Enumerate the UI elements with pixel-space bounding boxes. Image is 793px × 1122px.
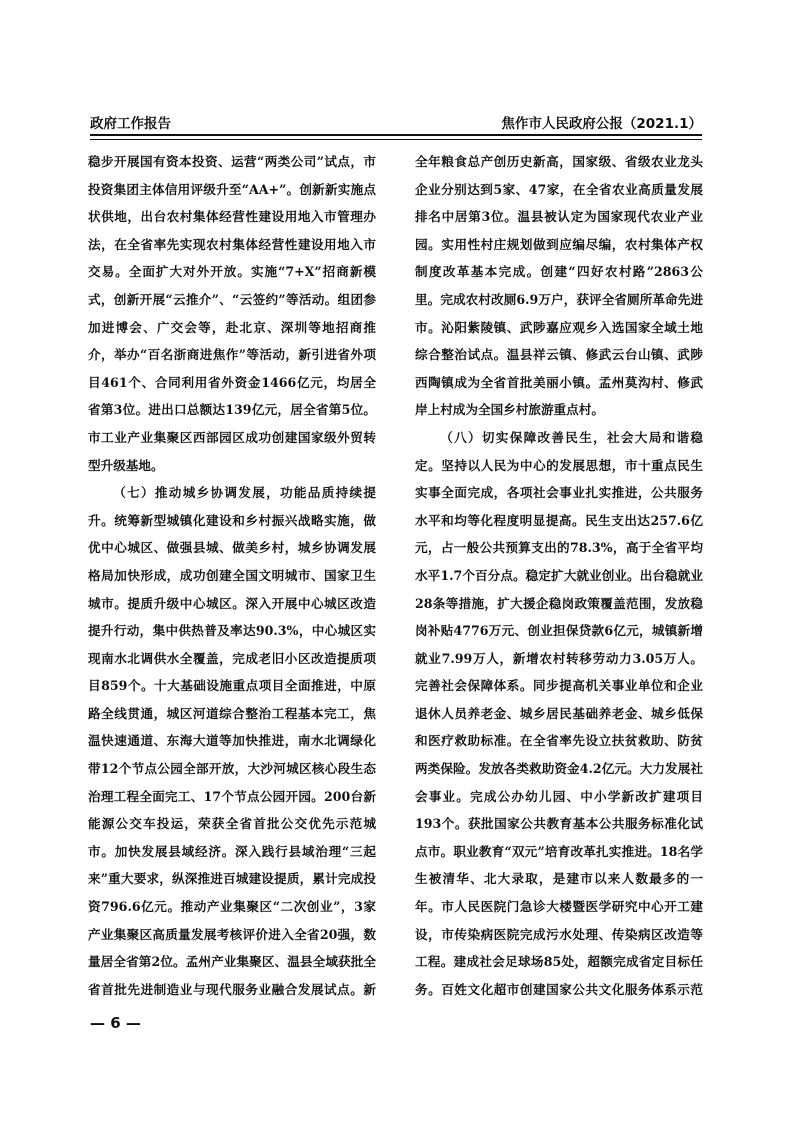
right-column — [415, 148, 703, 1008]
running-header — [90, 112, 702, 134]
right-paragraph-1: 全年粮食总产创历史新高，国家级、省级农业龙头企业分别达到5家、47家，在全省农业高质量发展排名中居第3位。温县被认定为国家现代农业产业园。实用性村庄规划做到应编尽编，农村集体产权制度改革基本完成。创建“四好农村路”2863公里。完成农村改厕6.9万户，获评全省厕所革命先进市。沁阳紫陵镇、武陟嘉应观乡入选国家全域土地综合整治试点。温县祥云镇、修武云台山镇、武陟西陶镇成为全省首批美丽小镇。孟州莫沟村、修武岸上村成为全国乡村旅游重点村。 — [415, 154, 703, 418]
left-paragraph-1: 稳步开展国有资本投资、运营“两类公司”试点，市投资集团主体信用评级升至“AA+”。创新新实施点状供地，出台农村集体经营性建设用地入市管理办法，在全省率先实现农村集体经营性建设用地入市交易。全面扩大对外开放。实施“7+X”招商新模式，创新开展“云推介”、“云签约”等活动。组团参加进博会、广交会等，赴北京、深圳等地招商推介，举办“百名浙商进焦作”等活动，新引进省外项目461个、合同利用省外资金1466亿元，均居全省第3位。进出口总额达139亿元，居全省第5位。市工业产业集聚区西部园区成功创建国家级外贸转型升级基地。 — [88, 154, 376, 473]
header-rule-thick — [90, 134, 702, 136]
page-number: — 6 — — [90, 1014, 141, 1032]
header-publication-title: 焦作市人民政府公报（2021.1） — [501, 116, 702, 132]
header-rule-thin — [90, 139, 702, 140]
header-section-title: 政府工作报告 — [90, 116, 171, 132]
left-paragraph-2: （七）推动城乡协调发展，功能品质持续提升。统筹新型城镇化建设和乡村振兴战略实施，做优中心城区、做强县城、做美乡村，城乡协调发展格局加快形成，成功创建全国文明城市、国家卫生城市。提质升级中心城区。深入开展中心城区改造提升行动，集中供热普及率达90.3%，中心城区实现南水北调供水全覆盖，完成老旧小区改造提质项目859个。十大基础设施重点项目全面推进，中原路全线贯通，城区河道综合整治工程基本完工，焦温快速通道、东海大道等加快推进，南水北调绿化带12个节点公园全部开放，大沙河城区核心段生态治理工程全面完工、17个节点公园开园。200台新能源公交车投运，荣获全省首批公交优先示范城市。加快发展县域经济。深入践行县域治理“三起来”重大要求，纵深推进百城建设提质，累计完成投资796.6亿元。推动产业集聚区“二次创业”，3家产业集聚区高质量发展考核评价进入全省20强，数量居全省第2位。孟州产业集聚区、温县全域获批全省首批先进制造业与现代服务业融合发展试点。新 — [88, 485, 376, 997]
left-column — [88, 148, 376, 1008]
right-paragraph-2: （八）切实保障改善民生，社会大局和谐稳定。坚持以人民为中心的发展思想，市十重点民生实事全面完成，各项社会事业扎实推进，公共服务水平和均等化程度明显提高。民生支出达257.6亿元，占一般公共预算支出的78.3%，高于全省平均水平1.7个百分点。稳定扩大就业创业。出台稳就业28条等措施，扩大援企稳岗政策覆盖范围，发放稳岗补贴4776万元、创业担保贷款6亿元，城镇新增就业7.99万人，新增农村转移劳动力3.05万人。完善社会保障体系。同步提高机关事业单位和企业退休人员养老金、城乡居民基础养老金、城乡低保和医疗救助标准。在全省率先设立扶贫救助、防贫两类保险。发放各类救助资金4.2亿元。大力发展社会事业。完成公办幼儿园、中小学新改扩建项目193个。获批国家公共教育基本公共服务标准化试点市。职业教育“双元”培育改革扎实推进。18名学生被清华、北大录取，是建市以来人数最多的一年。市人民医院门急诊大楼暨医学研究中心开工建设，市传染病医院完成污水处理、传染病区改造等工程。建成社会足球场85处，超额完成省定目标任务。百姓文化超市创建国家公共文化服务体系示范 — [415, 429, 703, 997]
